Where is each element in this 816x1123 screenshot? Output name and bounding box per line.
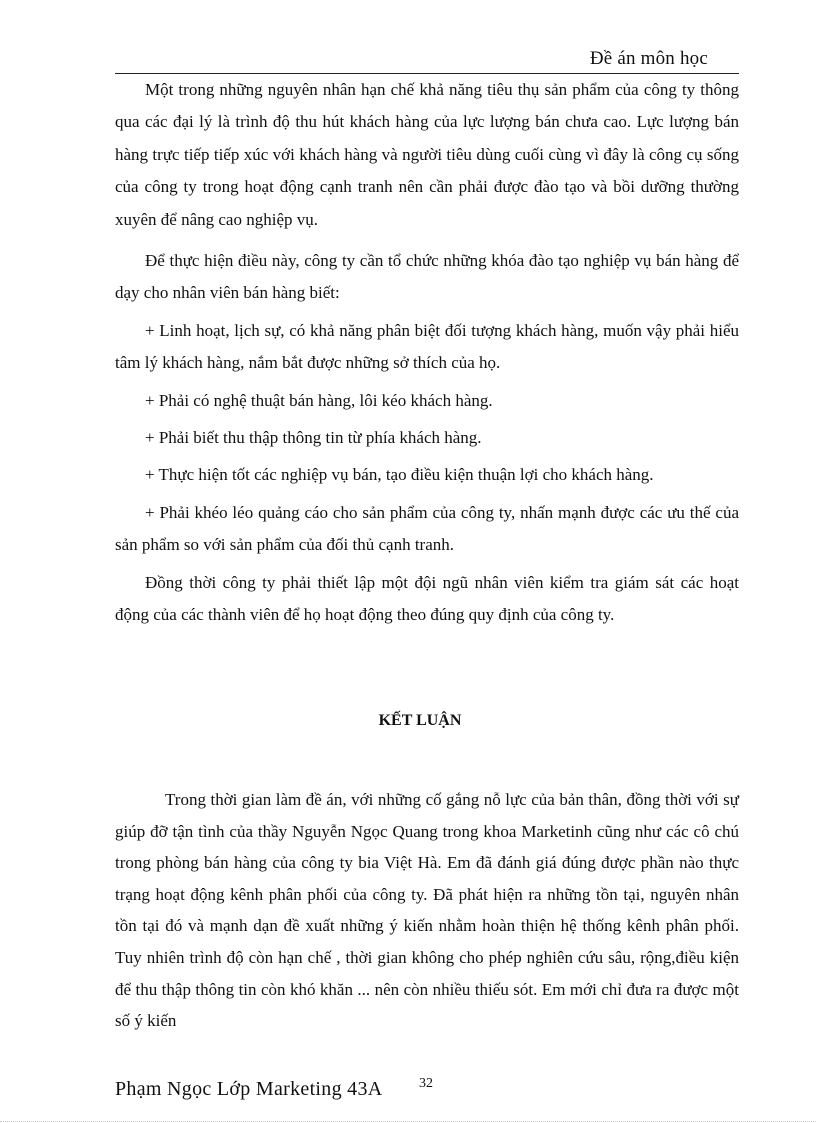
document-header-title: Đề án môn học: [589, 48, 708, 69]
list-item-sales-art: + Phải có nghệ thuật bán hàng, lôi kéo khách hàng.: [145, 390, 493, 410]
paragraph-training: Để thực hiện điều này, công ty cần tổ chức những khóa đào tạo nghiệp vụ bán hàng để dạy cho nhân viên bán hàng biết:: [115, 251, 739, 303]
footer-author: Phạm Ngọc Lớp Marketing 43A: [115, 1078, 383, 1100]
body-section: [115, 74, 739, 641]
list-item-flexible: + Linh hoạt, lịch sự, có khả năng phân biệt đối tượng khách hàng, muốn vậy phải hiểu tâm lý khách hàng, nắm bắt được những sở thích của họ.: [115, 320, 739, 373]
list-item-good-service: + Thực hiện tốt các nghiệp vụ bán, tạo điều kiện thuận lợi cho khách hàng.: [145, 465, 654, 485]
paragraph-sales-force: Một trong những nguyên nhân hạn chế khả năng tiêu thụ sản phẩm của công ty thông qua các đại lý là trình độ thu hút khách hàng của lực lượng bán chưa cao. Lực lượng bán hàng trực tiếp tiếp xúc với khách hàng và người tiêu dùng cuối cùng vì đây là công cụ sống của công ty trong hoạt động cạnh tranh nên cần phải được đào tạo và bồi dưỡng thường xuyên để nâng cao nghiệp vụ.: [115, 80, 739, 229]
conclusion-heading: KẾT LUẬN: [378, 712, 462, 729]
page-bottom-divider: [0, 1121, 816, 1122]
paragraph-supervision: Đồng thời công ty phải thiết lập một đội ngũ nhân viên kiểm tra giám sát các hoạt động của các thành viên để họ hoạt động theo đúng quy định của công ty.: [115, 572, 739, 625]
conclusion-paragraph: Trong thời gian làm đề án, với những cố gắng nỗ lực của bản thân, đồng thời với sự giúp đỡ tận tình của thầy Nguyễn Ngọc Quang trong khoa Marketinh cũng như các cô chú trong phòng bán hàng của công ty bia Việt Hà. Em đã đánh giá đúng được phần nào thực trạng hoạt động kênh phân phối của công ty. Đã phát hiện ra những tồn tại, nguyên nhân tồn tại đó và mạnh dạn đề xuất những ý kiến nhằm hoàn thiện hệ thống kênh phân phối. Tuy nhiên trình độ còn hạn chế , thời gian không cho phép nghiên cứu sâu, rộng,điều kiện để thu thập thông tin còn khó khăn ... nên còn nhiều thiếu sót. Em mới chỉ đưa ra được một số ý kiến: [115, 790, 739, 1031]
page-number: 32: [419, 1076, 433, 1091]
list-item-advertising: + Phải khéo léo quảng cáo cho sản phẩm của công ty, nhấn mạnh được các ưu thế của sản phẩm so với sản phẩm của đối thủ cạnh tranh.: [115, 502, 739, 555]
conclusion-section: [115, 784, 739, 1037]
list-item-collect-info: + Phải biết thu thập thông tin từ phía khách hàng.: [145, 428, 482, 448]
